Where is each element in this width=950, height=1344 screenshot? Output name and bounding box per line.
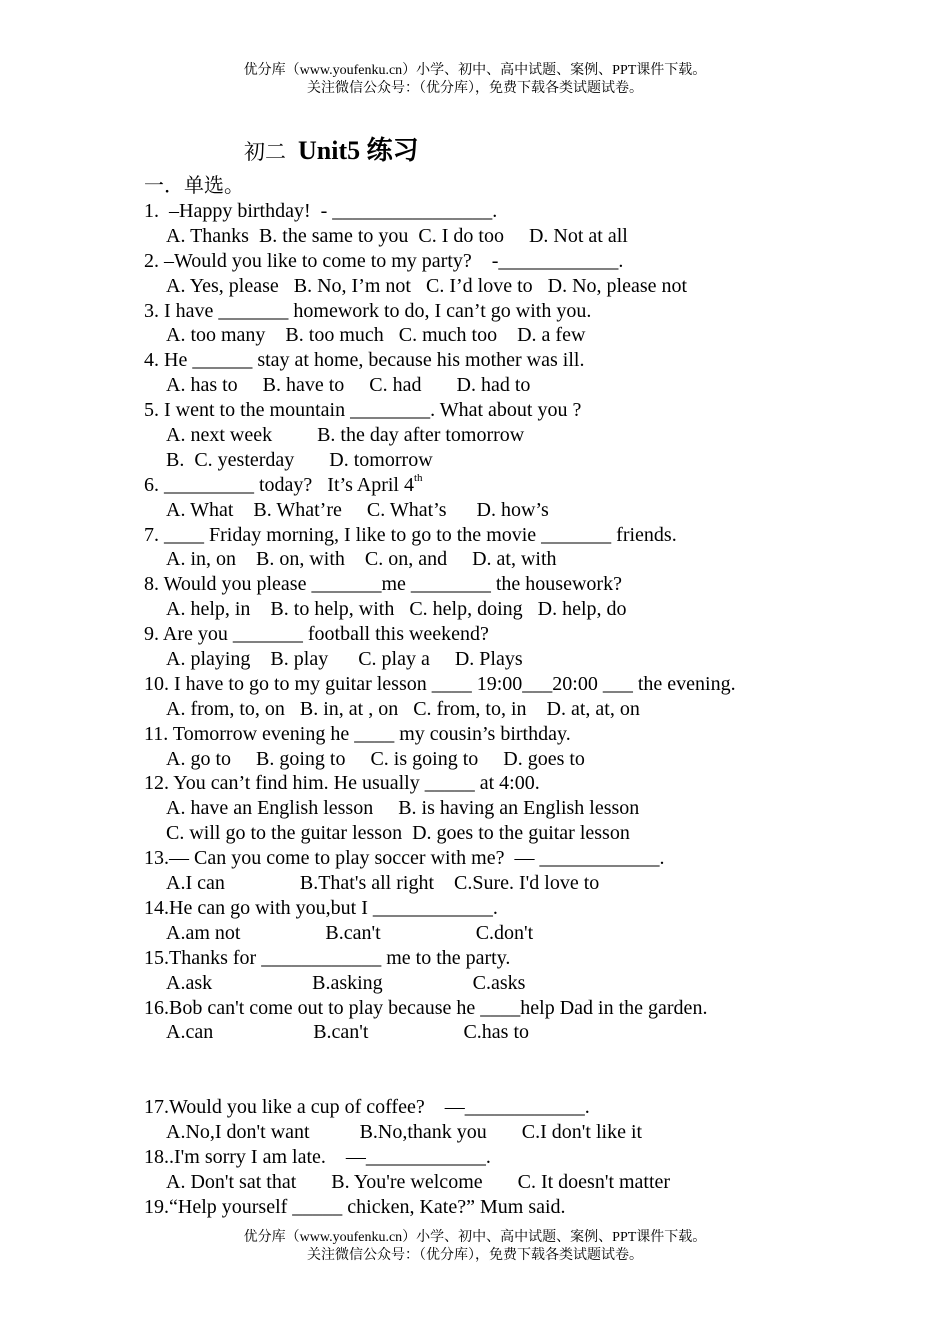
question-7-options: A. in, on B. on, with C. on, and D. at, with [166, 548, 557, 571]
question-12-options-2: C. will go to the guitar lesson D. goes to the guitar lesson [166, 822, 630, 845]
question-1: 1. –Happy birthday! - ________________. [144, 200, 498, 222]
question-18-options: A. Don't sat that B. You're welcome C. It doesn't matter [166, 1170, 671, 1193]
question-8-options: A. help, in B. to help, with C. help, doing D. help, do [166, 598, 627, 621]
section-heading: 一．单选。 [144, 175, 244, 197]
question-6-text: 6. _________ today? It’s April 4 [144, 473, 414, 496]
question-14-options: A.am not B.can't C.don't [166, 921, 534, 944]
question-11-options: A. go to B. going to C. is going to D. goes to [166, 747, 585, 770]
question-14: 14.He can go with you,but I ____________. [144, 896, 498, 919]
question-4: 4. He ______ stay at home, because his mother was ill. [144, 349, 585, 372]
question-16: 16.Bob can't come out to play because he ____help Dad in the garden. [144, 996, 708, 1019]
question-3-options: A. too many B. too much C. much too D. a few [166, 324, 586, 347]
question-7: 7. ____ Friday morning, I like to go to the movie _______ friends. [144, 523, 677, 546]
question-5-options-1: A. next week B. the day after tomorrow [166, 424, 525, 447]
question-18: 18..I'm sorry I am late. —____________. [144, 1145, 491, 1168]
question-11: 11. Tomorrow evening he ____ my cousin’s birthday. [144, 722, 571, 745]
question-19: 19.“Help yourself _____ chicken, Kate?” Mum said. [144, 1195, 566, 1218]
header-line-1: 优分库（www.youfenku.cn）小学、初中、高中试题、案例、PPT课件下载。 [243, 63, 707, 78]
question-list [144, 199, 736, 1220]
title-main: Unit5 练习 [298, 136, 419, 165]
question-8: 8. Would you please _______me ________ the housework? [144, 573, 622, 596]
question-13: 13.— Can you come to play soccer with me? — ____________. [144, 847, 665, 870]
footer-line-2: 关注微信公众号：（优分库），免费下载各类试题试卷。 [307, 1248, 643, 1263]
question-1-options: A. Thanks B. the same to you C. I do too D. Not at all [166, 224, 628, 247]
question-5: 5. I went to the mountain ________. What about you ? [144, 399, 582, 422]
question-6-superscript: th [413, 472, 423, 485]
question-17-options: A.No,I don't want B.No,thank you C.I don't like it [166, 1120, 643, 1143]
question-10-options: A. from, to, on B. in, at , on C. from, to, in D. at, at, on [166, 697, 640, 720]
question-9: 9. Are you _______ football this weekend? [144, 623, 489, 646]
question-10: 10. I have to go to my guitar lesson ____ 19:00___20:00 ___ the evening. [144, 672, 736, 695]
question-15: 15.Thanks for ____________ me to the party. [144, 946, 511, 969]
question-15-options: A.ask B.asking C.asks [166, 971, 526, 994]
question-6-options: A. What B. What’re C. What’s D. how’s [166, 498, 549, 521]
spacer [144, 1045, 736, 1095]
question-12-options-1: A. have an English lesson B. is having an English lesson [166, 797, 640, 820]
question-2-options: A. Yes, please B. No, I’m not C. I’d love to D. No, please not [166, 274, 688, 297]
question-5-options-2: B. C. yesterday D. tomorrow [166, 448, 433, 471]
question-2: 2. –Would you like to come to my party? -____________. [144, 249, 624, 272]
question-6 [144, 473, 736, 498]
header-line-2: 关注微信公众号：（优分库），免费下载各类试题试卷。 [307, 81, 643, 96]
page-header [0, 62, 950, 98]
question-3: 3. I have _______ homework to do, I can’t go with you. [144, 299, 592, 322]
footer-line-1: 优分库（www.youfenku.cn）小学、初中、高中试题、案例、PPT课件下载。 [243, 1230, 707, 1245]
page-title [244, 130, 419, 167]
question-12: 12. You can’t find him. He usually _____ at 4:00. [144, 772, 540, 795]
question-16-options: A.can B.can't C.has to [166, 1021, 530, 1044]
question-17: 17.Would you like a cup of coffee? —____________. [144, 1096, 590, 1119]
question-4-options: A. has to B. have to C. had D. had to [166, 374, 531, 397]
question-13-options: A.I can B.That's all right C.Sure. I'd love to [166, 872, 600, 895]
question-9-options: A. playing B. play C. play a D. Plays [166, 648, 523, 671]
page-footer [0, 1229, 950, 1265]
title-prefix: 初二 [244, 140, 286, 164]
